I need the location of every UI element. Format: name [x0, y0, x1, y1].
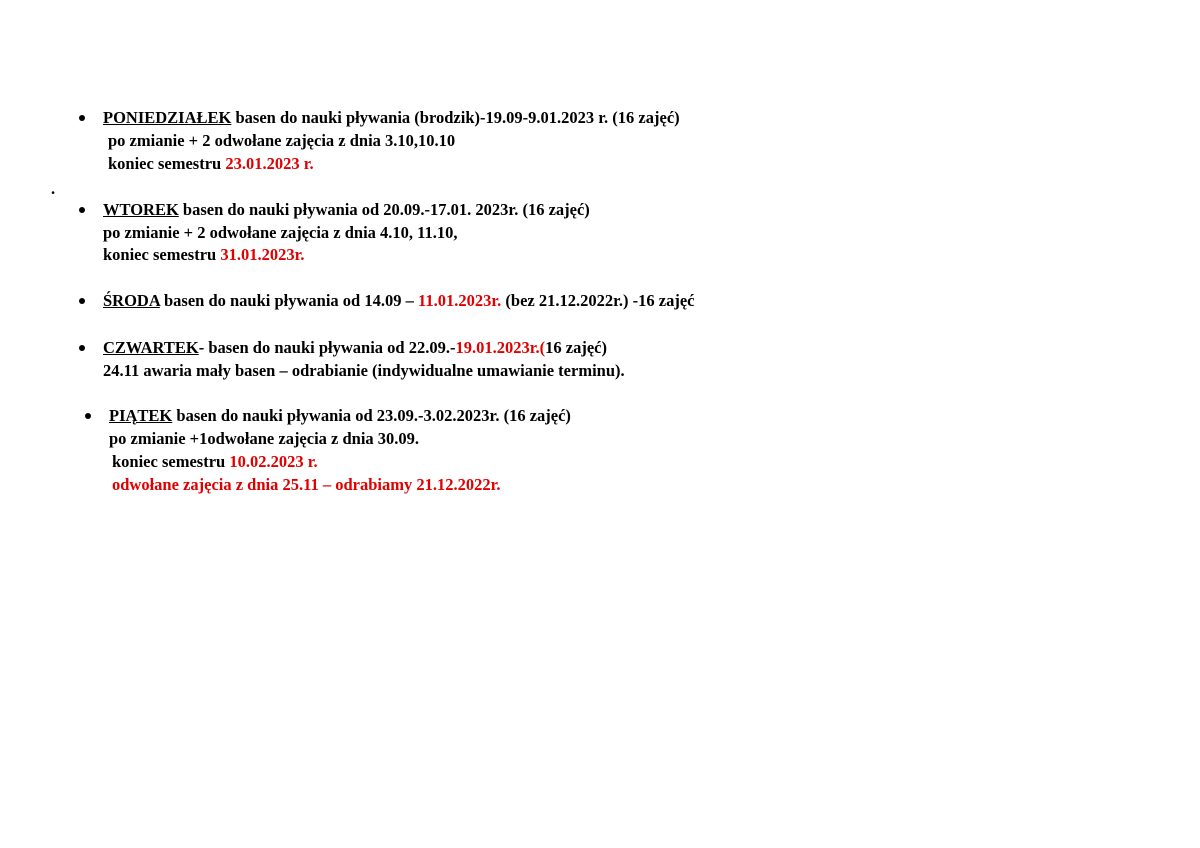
monday-change-note: po zmianie + 2 odwołane zajęcia z dnia 3.10,10.10 [108, 131, 456, 150]
thursday-end-date: 19.01.2023r.( [455, 338, 546, 357]
wednesday-end-date: 11.01.2023r. [418, 291, 502, 310]
tuesday-change-note: po zmianie + 2 odwołane zajęcia z dnia 4.10, 11.10, [103, 223, 458, 242]
monday-end-date: 23.01.2023 r. [225, 154, 314, 173]
bullet [79, 298, 85, 304]
friday-semester-end [112, 451, 318, 473]
thursday-entry [103, 337, 607, 359]
wednesday-description: basen do nauki pływania od 14.09 – [159, 291, 418, 310]
tuesday-entry [103, 199, 590, 221]
friday-end-label: koniec semestru [112, 452, 230, 471]
bullet [79, 207, 85, 213]
thursday-count: 16 zajęć) [545, 338, 607, 357]
wednesday-day-label: ŚRODA [103, 291, 160, 310]
friday-change-note: po zmianie +1odwołane zajęcia z dnia 30.09. [109, 429, 420, 448]
stray-dot: . [51, 179, 56, 198]
friday-end-date: 10.02.2023 r. [229, 452, 318, 471]
monday-description: basen do nauki pływania (brodzik)-19.09-9.01.2023 r. (16 zajęć) [231, 108, 680, 127]
wednesday-note: (bez 21.12.2022r.) -16 zajęć [501, 291, 695, 310]
monday-day-label: PONIEDZIAŁEK [103, 108, 232, 127]
tuesday-end-label: koniec semestru [103, 245, 221, 264]
tuesday-day-label: WTOREK [103, 200, 179, 219]
bullet [79, 115, 85, 121]
monday-semester-end [108, 153, 314, 175]
bullet [85, 413, 91, 419]
friday-day-label: PIĄTEK [109, 406, 173, 425]
friday-description: basen do nauki pływania od 23.09.-3.02.2023r. (16 zajęć) [172, 406, 571, 425]
thursday-failure-note: 24.11 awaria mały basen – odrabianie (indywidualne umawianie terminu). [103, 361, 625, 380]
wednesday-entry [103, 290, 695, 312]
tuesday-semester-end [103, 244, 305, 266]
bullet [79, 345, 85, 351]
monday-end-label: koniec semestru [108, 154, 226, 173]
friday-cancellation-note: odwołane zajęcia z dnia 25.11 – odrabiamy 21.12.2022r. [112, 475, 501, 494]
thursday-description: - basen do nauki pływania od 22.09.- [198, 338, 456, 357]
thursday-day-label: CZWARTEK [103, 338, 199, 357]
tuesday-end-date: 31.01.2023r. [220, 245, 305, 264]
tuesday-description: basen do nauki pływania od 20.09.-17.01. 2023r. (16 zajęć) [178, 200, 590, 219]
friday-entry [109, 405, 571, 427]
monday-entry [103, 107, 680, 129]
